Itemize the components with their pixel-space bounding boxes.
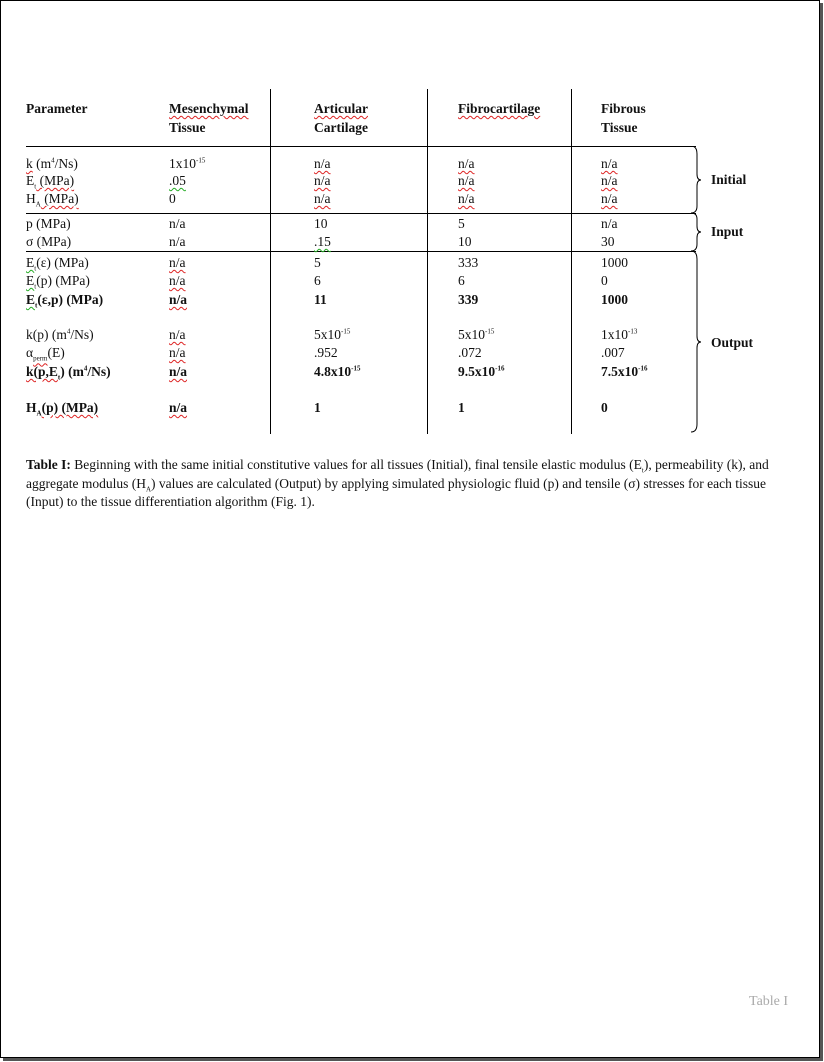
row-alpha-articular: .952 (314, 345, 338, 360)
row-et-p-label: $E_t(p)$ (MPa) (26, 273, 90, 291)
group-braces (687, 146, 707, 436)
row-p-fibrous: n/a (601, 216, 618, 231)
row-et-total-fibrous: 1000 (601, 292, 628, 307)
row-hap-label: $H_A(p)$ (MPa) (26, 400, 99, 418)
row-k-label: k $(m^4/Ns)$ (26, 156, 78, 171)
row-sigma-articular: .15 (314, 234, 331, 249)
row-hap-fibrous: 0 (601, 400, 608, 415)
row-k-mesenchymal: $1x10^{-15}$ (169, 156, 206, 171)
header-rule (26, 146, 696, 147)
row-p-articular: 10 (314, 216, 328, 231)
header-parameter: Parameter (26, 101, 88, 116)
row-et-p-fibrous: 0 (601, 273, 608, 288)
row-et-eps-mesenchymal: n/a (169, 255, 186, 270)
header-fibrocartilage: Fibrocartilage (458, 101, 541, 116)
row-et-eps-fibrocartilage: 333 (458, 255, 479, 270)
row-k-articular: n/a (314, 156, 331, 171)
row-et-fibrous: n/a (601, 173, 618, 188)
row-hap-fibrocartilage: 1 (458, 400, 465, 415)
row-et-eps-fibrous: 1000 (601, 255, 628, 270)
row-kpe-mesenchymal: n/a (169, 364, 188, 379)
page-footer: Table I (749, 994, 789, 1009)
row-ha-articular: n/a (314, 191, 331, 206)
row-et-label: $E_t$ (MPa) (26, 173, 75, 191)
header-mesenchymal: Mesenchymal Tissue (169, 101, 249, 135)
row-kp-fibrocartilage: $5x10^{-15}$ (458, 327, 495, 342)
row-ha-fibrocartilage: n/a (458, 191, 475, 206)
row-et-mesenchymal: .05 (169, 173, 186, 188)
row-alpha-mesenchymal: n/a (169, 345, 186, 360)
row-ha-label: $H_A$ (MPa) (26, 191, 79, 209)
row-et-total-fibrocartilage: 339 (458, 292, 479, 307)
row-p-mesenchymal: n/a (169, 216, 186, 231)
row-sigma-mesenchymal: n/a (169, 234, 186, 249)
row-hap-mesenchymal: n/a (169, 400, 188, 415)
group-rule (26, 251, 696, 252)
caption-lead: Table I: (26, 457, 71, 472)
row-et-total-articular: 11 (314, 292, 327, 307)
group-rule (26, 213, 696, 214)
row-hap-articular: 1 (314, 400, 321, 415)
column-divider (270, 89, 271, 434)
row-et-total-mesenchymal: n/a (169, 292, 188, 307)
header-fibrous: Fibrous Tissue (601, 101, 646, 135)
row-et-p-fibrocartilage: 6 (458, 273, 465, 288)
row-p-label: p (MPa) (26, 216, 71, 231)
row-kp-mesenchymal: n/a (169, 327, 186, 342)
group-label-initial: Initial (711, 172, 747, 187)
row-alpha-label: $\alpha_{perm}(E)$ (26, 345, 65, 363)
row-et-p-articular: 6 (314, 273, 321, 288)
row-kp-articular: $5x10^{-15}$ (314, 327, 351, 342)
row-sigma-fibrocartilage: 10 (458, 234, 472, 249)
row-ha-fibrous: n/a (601, 191, 618, 206)
row-alpha-fibrous: .007 (601, 345, 625, 360)
row-kpe-fibrous: $7.5x10^{-16}$ (601, 364, 648, 379)
column-divider (571, 89, 572, 434)
row-et-total-label: $E_t(\varepsilon,p)$ (MPa) (26, 292, 104, 310)
row-et-articular: n/a (314, 173, 331, 188)
column-divider (427, 89, 428, 434)
row-et-p-mesenchymal: n/a (169, 273, 186, 288)
row-kpe-fibrocartilage: $9.5x10^{-16}$ (458, 364, 505, 379)
row-kpe-articular: $4.8x10^{-15}$ (314, 364, 361, 379)
row-kpe-label: $k(p,E_t)$ $(m^4/Ns)$ (26, 364, 111, 382)
row-kp-label: k(p) $(m^4/Ns)$ (26, 327, 94, 342)
row-p-fibrocartilage: 5 (458, 216, 465, 231)
row-alpha-fibrocartilage: .072 (458, 345, 482, 360)
group-label-input: Input (711, 224, 744, 239)
row-sigma-label: σ (MPa) (26, 234, 72, 249)
row-ha-mesenchymal: 0 (169, 191, 176, 206)
row-k-fibrous: n/a (601, 156, 618, 171)
row-et-eps-label: $E_t(\varepsilon)$ (MPa) (26, 255, 89, 273)
row-k-fibrocartilage: n/a (458, 156, 475, 171)
row-kp-fibrous: $1x10^{-13}$ (601, 327, 638, 342)
table-caption: Table I: Beginning with the same initial constitutive values for all tissues (Initial), final tensile elastic modulus $(E_t)$, permeability (k), and aggregate modulus $(H_A)$ values are calculated (Output) by applying simulated physiologic fluid (p) and tensile (σ) stresses for each tissue (Input) to the tissue differentiation algorithm (Fig. 1). (26, 457, 769, 509)
header-articular: Articular Cartilage (314, 101, 368, 135)
group-label-output: Output (711, 335, 754, 350)
row-et-fibrocartilage: n/a (458, 173, 475, 188)
row-sigma-fibrous: 30 (601, 234, 615, 249)
row-et-eps-articular: 5 (314, 255, 321, 270)
